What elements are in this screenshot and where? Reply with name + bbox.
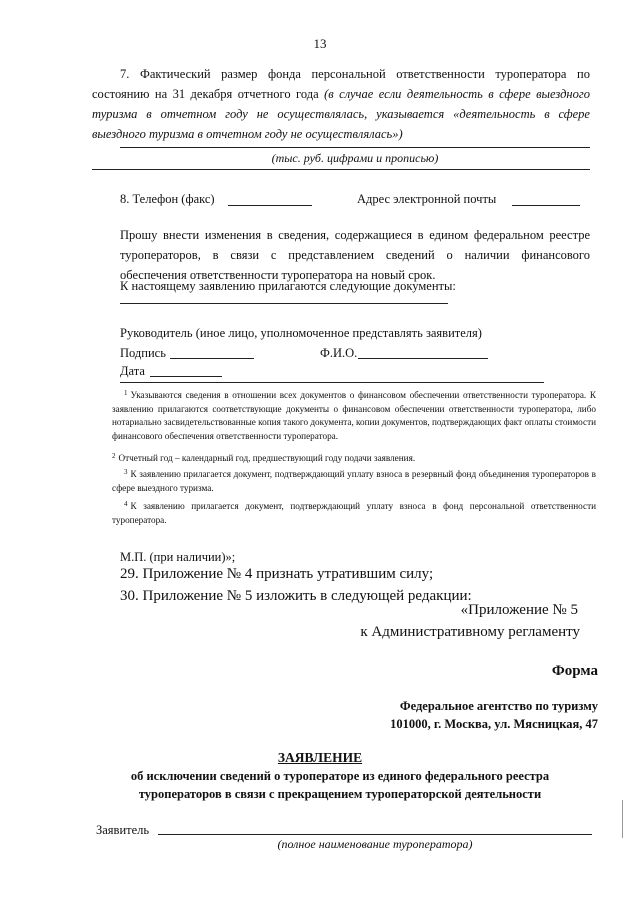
item-30: 30. Приложение № 5 изложить в следующей редакции: <box>120 588 472 604</box>
date-label: Дата <box>120 364 145 378</box>
seal-note: М.П. (при наличии)»; <box>120 550 236 564</box>
footnote-separator <box>120 382 544 383</box>
footnote-3-mark: 3 <box>124 468 128 476</box>
request-text: Прошу внести изменения в сведения, содержащиеся в едином федеральном реестре туроператоров, в связи с представлением сведений о наличии финансового обеспечения ответственности туроператора на новый срок. <box>120 228 590 282</box>
item-7-paragraph <box>92 64 590 144</box>
statement-subtitle-2: туроператоров в связи с прекращением туроператорской деятельности <box>138 787 542 801</box>
appendix-title: «Приложение № 5 <box>460 602 578 618</box>
item-7-italic-note: (в случае если деятельность в сфере выездного туризма в отчетном году не осуществлялась, указывается «деятельность в сфере выездного туризма в отчетном году не осуществлялась») <box>92 87 590 141</box>
applicant-label: Заявитель <box>96 823 150 837</box>
head-label: Руководитель (иное лицо, уполномоченное представлять заявителя) <box>120 326 482 340</box>
edge-mark <box>622 800 623 838</box>
form-label: Форма <box>551 663 598 679</box>
footnote-3-text: К заявлению прилагается документ, подтверждающий уплату взноса в резервный фонд объединения туроператоров в сфере выездного туризма. <box>112 469 596 493</box>
item-7-text: 7. Фактический размер фонда персональной ответственности туроператора по состоянию на 31 декабря отчетного года <box>92 67 590 101</box>
applicant-caption: (полное наименование туроператора) <box>277 837 473 851</box>
footnote-4-mark: 4 <box>124 500 128 508</box>
footnote-2-text: Отчетный год – календарный год, предшествующий году подачи заявления. <box>118 453 416 463</box>
date-line <box>150 376 222 377</box>
statement-subtitle-1: об исключении сведений о туроператоре из единого федерального реестра <box>130 769 550 783</box>
footnote-1-mark: 1 <box>124 389 128 397</box>
attached-docs-line <box>120 303 448 304</box>
footnote-1 <box>112 389 596 443</box>
applicant-line <box>158 834 592 835</box>
fio-label: Ф.И.О. <box>320 346 358 360</box>
footnote-1-text: Указываются сведения в отношении всех документов о финансовом обеспечении ответственности туроператора. К заявлению прилагаются соответствующие документы о финансовом обеспечении ответственности туроператора, либо нотариально засвидетельствованные копия такого документа, копии документов, подтверждающих факт оплаты стоимости финансового обеспечения ответственности туроператора. <box>112 390 596 441</box>
appendix-reference: к Административному регламенту <box>360 624 580 640</box>
footnote-2-mark: 2 <box>112 452 116 460</box>
footnote-4-text: К заявлению прилагается документ, подтверждающий уплату взноса в фонд персональной ответственности туроператора. <box>112 501 596 525</box>
email-label: Адрес электронной почты <box>357 192 497 206</box>
signature-line <box>170 358 254 359</box>
footnote-4 <box>112 500 596 527</box>
item-7-caption: (тыс. руб. цифрами и прописью) <box>271 151 439 165</box>
item-7-value-line <box>120 147 590 148</box>
phone-line <box>228 205 312 206</box>
attached-docs-text: К настоящему заявлению прилагаются следующие документы: <box>120 279 456 293</box>
agency-name: Федеральное агентство по туризму <box>399 699 598 713</box>
item-7-separator <box>92 169 590 170</box>
footnote-3 <box>112 468 596 495</box>
item-29: 29. Приложение № 4 признать утратившим силу; <box>120 566 434 582</box>
signature-label: Подпись <box>120 346 166 360</box>
agency-address: 101000, г. Москва, ул. Мясницкая, 47 <box>390 717 598 731</box>
statement-title: ЗАЯВЛЕНИЕ <box>277 750 363 765</box>
fio-line <box>358 358 488 359</box>
phone-label: 8. Телефон (факс) <box>120 192 215 206</box>
footnote-2 <box>112 452 596 466</box>
page-number: 13 <box>313 36 327 51</box>
email-line <box>512 205 580 206</box>
